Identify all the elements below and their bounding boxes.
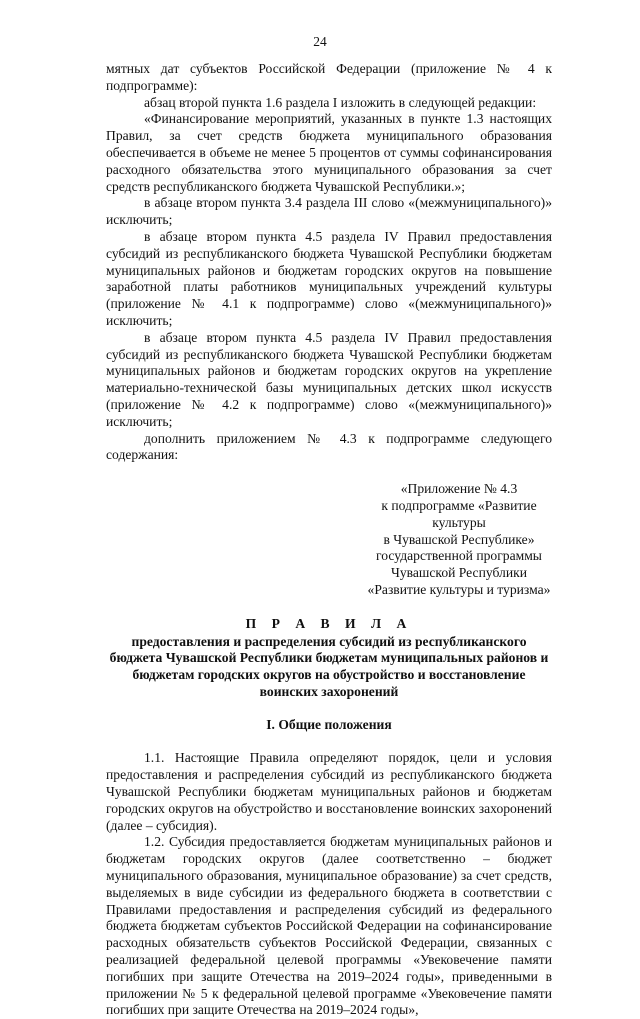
page-number: 24 [313,34,327,49]
paragraph-amendment-4-5-schools: в абзаце втором пункта 4.5 раздела IV Правил предоставления субсидий из республиканского бюджета Чувашской Республики бюджетам муниципальных районов и бюджетам городских округов на укрепление материально-технической базы муниципальных детских школ искусств (приложение № 4.2 к подпрограмме) слово «(межмуниципального)» исключить; [106,329,552,429]
paragraph-amendment-4-5-salary: в абзаце втором пункта 4.5 раздела IV Правил предоставления субсидий из республиканского бюджета Чувашской Республики бюджетам муниципальных районов и бюджетам городских округов на повышение заработной платы работников муниципальных учреждений культуры (приложение № 4.1 к подпрограмме) слово «(межмуниципального)» исключить; [106,228,552,328]
appendix-header [366,481,552,599]
document-body [106,61,552,1019]
rules-subtitle: предоставления и распределения субсидий из республиканского бюджета Чувашской Республики бюджетам муниципальных районов и бюджетам городских округов на обустройство и восстановление воинских захоронений [109,633,549,699]
appendix-line: в Чувашской Республике» [383,531,535,547]
paragraph-add-appendix: дополнить приложением № 4.3 к подпрограмме следующего содержания: [106,430,552,463]
paragraph-continuation: мятных дат субъектов Российской Федерации (приложение № 4 к подпрограмме): [106,61,552,93]
appendix-line: «Развитие культуры и туризма» [367,581,551,597]
paragraph-amendment-1-6: абзац второй пункта 1.6 раздела I изложить в следующей редакции: [144,94,537,110]
paragraph-1-2: 1.2. Субсидия предоставляется бюджетам муниципальных районов и бюджетам городских округов (далее соответственно – бюджет муниципального образования, муниципальное образование) за счет средств, выделяемых в виде субсидии из федерального бюджета в соответствии с Правилами предоставления и распределения субсидий из федерального бюджета бюджетам субъектов Российской Федерации на софинансирование расходных обязательств субъектов Российской Федерации, связанных с реализацией федеральной целевой программы «Увековечение памяти погибших при защите Отечества на 2019–2024 годы», приведенными в приложении № 5 к федеральной целевой программе «Увековечение памяти погибших при защите Отечества на 2019–2024 годы», [106,834,552,1018]
paragraph-1-1: 1.1. Настоящие Правила определяют порядок, цели и условия предоставления и распределения субсидий из республиканского бюджета Чувашской Республики бюджетам муниципальных районов и бюджетам городских округов на обустройство и восстановление воинских захоронений (далее – субсидия). [106,750,552,833]
paragraph-amendment-3-4: в абзаце втором пункта 3.4 раздела III слово «(межмуниципального)» исключить; [106,195,552,228]
section-heading: I. Общие положения [266,716,392,732]
paragraph-financing-quote: «Финансирование мероприятий, указанных в пункте 1.3 настоящих Правил, за счет средств бюджета муниципального образования обеспечивается в объеме не менее 5 процентов от суммы софинансирования расходного обязательства этого муниципального образования за счет средств республиканского бюджета Чувашской Республики.»; [106,111,552,194]
appendix-line: государственной программы [376,548,542,564]
appendix-line: к подпрограмме «Развитие культуры [381,497,537,530]
appendix-line: «Приложение № 4.3 [400,481,518,497]
appendix-line: Чувашской Республики [391,565,527,581]
rules-title: П Р А В И Л А [245,615,413,631]
